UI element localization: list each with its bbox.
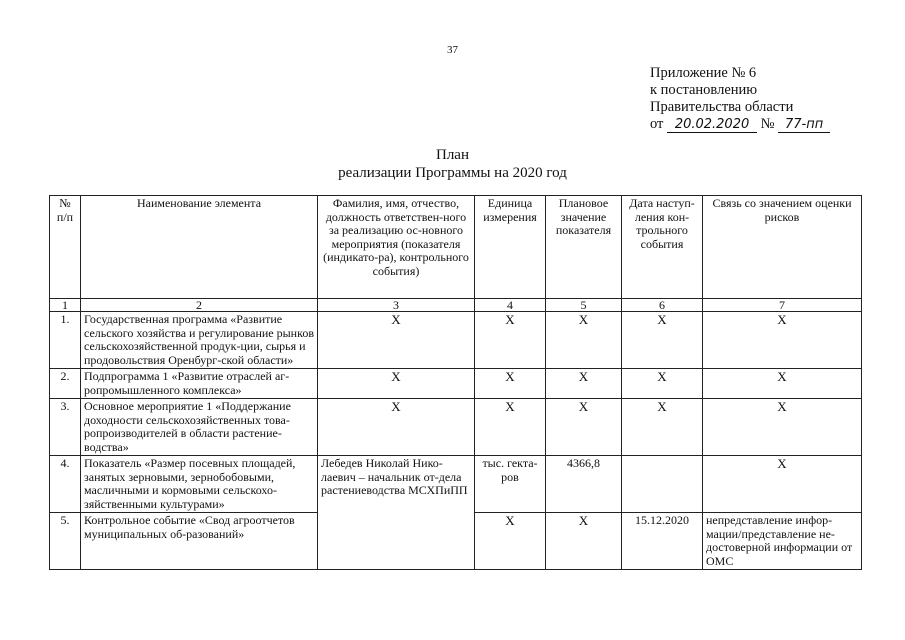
table-row [50, 456, 862, 513]
planned-value-cell: X [546, 513, 622, 570]
responsible-cell: Лебедев Николай Нико-лаевич – начальник от-дела растениеводства МСХПиПП [318, 456, 475, 570]
row-number: 1. [50, 312, 81, 369]
risk-link-cell: непредставление инфор-мации/представление не-достоверной информации от ОМС [703, 513, 862, 570]
element-name: Показатель «Размер посевных площадей, занятых зерновыми, зернобобовыми, масличными и кормовыми сельскохо-зяйственными культурами» [81, 456, 318, 513]
unit-cell: X [475, 513, 546, 570]
column-numbers-row [50, 299, 862, 312]
title-plan: План [435, 147, 469, 163]
responsible-cell: X [318, 369, 475, 399]
table-row [50, 369, 862, 399]
appendix-date-row [650, 116, 830, 133]
header-unit: Единица измерения [475, 196, 546, 299]
row-number: 4. [50, 456, 81, 513]
document-title [0, 146, 905, 182]
unit-cell: тыс. гекта-ров [475, 456, 546, 513]
header-event-date: Дата наступ-ления кон-трольного события [622, 196, 703, 299]
event-date-cell: X [622, 369, 703, 399]
column-number: 1 [50, 299, 81, 312]
unit-cell: X [475, 369, 546, 399]
plan-table [49, 195, 862, 570]
event-date-cell: X [622, 312, 703, 369]
planned-value-cell: X [546, 369, 622, 399]
responsible-cell: X [318, 312, 475, 369]
title-subtitle: реализации Программы на 2020 год [338, 165, 567, 181]
column-number: 3 [318, 299, 475, 312]
planned-value-cell: X [546, 399, 622, 456]
appendix-government: Правительства области [650, 99, 794, 115]
risk-link-cell: X [703, 312, 862, 369]
risk-link-cell: X [703, 456, 862, 513]
appendix-resolution: к постановлению [650, 82, 758, 98]
planned-value-cell: X [546, 312, 622, 369]
table-row [50, 399, 862, 456]
header-number: № п/п [50, 196, 81, 299]
risk-link-cell: X [703, 369, 862, 399]
event-date-cell [622, 456, 703, 513]
event-date-cell: 15.12.2020 [622, 513, 703, 570]
column-number: 4 [475, 299, 546, 312]
column-number: 6 [622, 299, 703, 312]
column-number: 5 [546, 299, 622, 312]
planned-value-cell: 4366,8 [546, 456, 622, 513]
table-row [50, 312, 862, 369]
element-name: Государственная программа «Развитие сельского хозяйства и регулирование рынков сельскохозяйственной продук-ции, сырья и продовольствия Оренбург-ской области» [81, 312, 318, 369]
row-number: 2. [50, 369, 81, 399]
row-number: 5. [50, 513, 81, 570]
header-planned-value: Плановое значение показателя [546, 196, 622, 299]
header-element-name: Наименование элемента [81, 196, 318, 299]
page-number: 37 [447, 44, 458, 56]
number-label: № [760, 116, 775, 132]
unit-cell: X [475, 312, 546, 369]
responsible-cell: X [318, 399, 475, 456]
handwritten-number: 77-пп [778, 118, 830, 133]
unit-cell: X [475, 399, 546, 456]
table-header-row [50, 196, 862, 299]
row-number: 3. [50, 399, 81, 456]
element-name: Основное мероприятие 1 «Поддержание доходности сельскохозяйственных това-ропроизводителей в области растение-водства» [81, 399, 318, 456]
risk-link-cell: X [703, 399, 862, 456]
column-number: 2 [81, 299, 318, 312]
element-name: Контрольное событие «Свод агроотчетов муниципальных об-разований» [81, 513, 318, 570]
column-number: 7 [703, 299, 862, 312]
event-date-cell: X [622, 399, 703, 456]
from-label: от [650, 116, 664, 132]
handwritten-date: 20.02.2020 [667, 118, 757, 133]
appendix-block [650, 65, 830, 133]
header-risk-link: Связь со значением оценки рисков [703, 196, 862, 299]
element-name: Подпрограмма 1 «Развитие отраслей аг-ропромышленного комплекса» [81, 369, 318, 399]
appendix-title: Приложение № 6 [650, 65, 757, 81]
header-responsible: Фамилия, имя, отчество, должность ответствен-ного за реализацию ос-новного мероприятия (показателя (индикато-ра), контрольного события) [318, 196, 475, 299]
